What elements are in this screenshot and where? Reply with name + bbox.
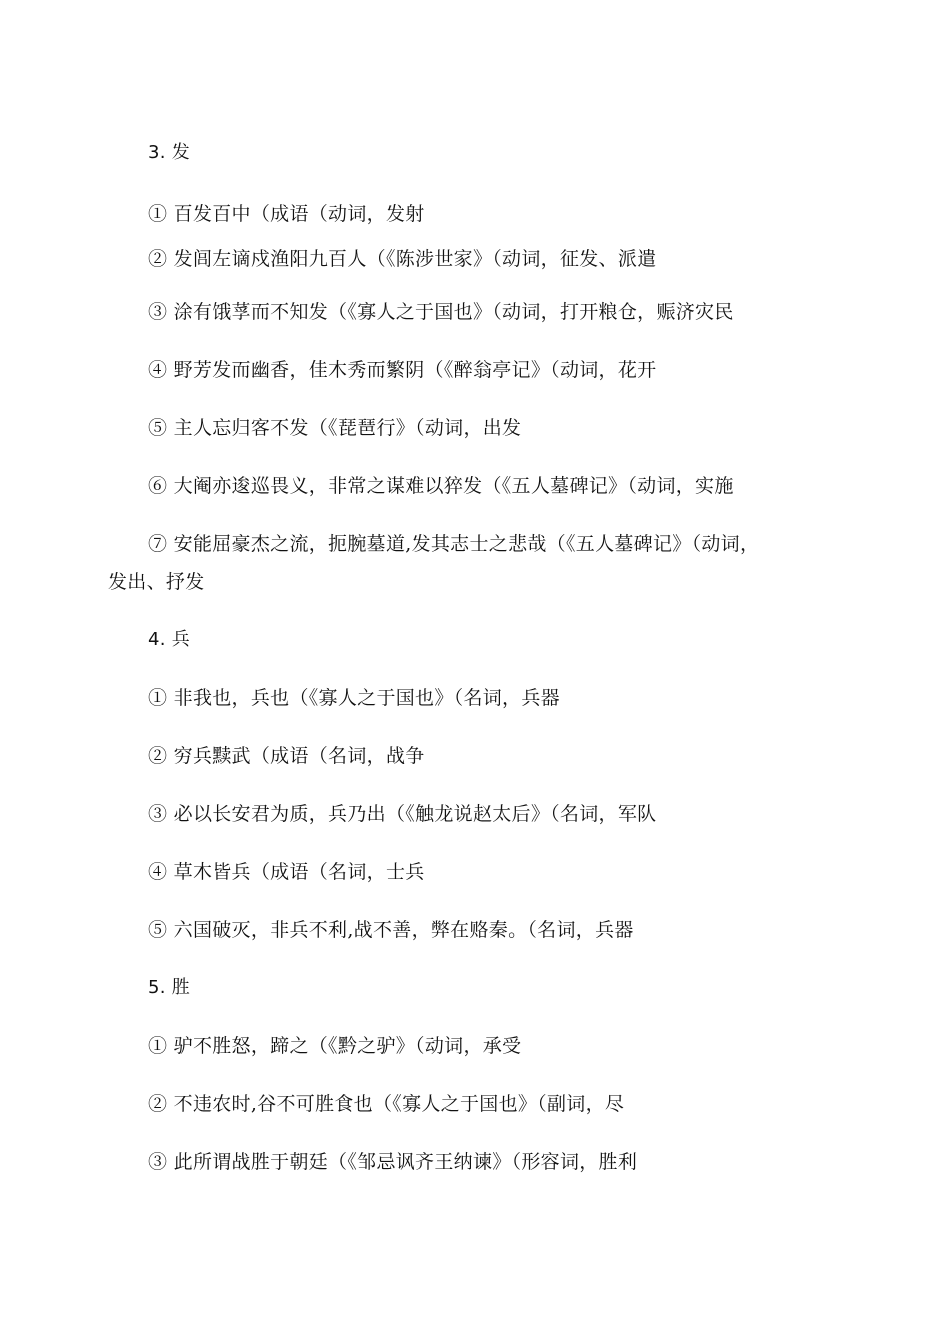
list-item: ⑤ 六国破灭，非兵不利,战不善，弊在赂秦。（名词，兵器 (148, 919, 634, 941)
list-item: ④ 野芳发而幽香，佳木秀而繁阴（《醉翁亭记》（动词，花开 (148, 359, 657, 381)
section-heading-fa: 3. 发 (148, 142, 191, 163)
list-item: ① 百发百中（成语（动词，发射 (148, 203, 425, 225)
section-heading-bing: 4. 兵 (148, 629, 191, 650)
list-item: ⑤ 主人忘归客不发（《琵琶行》（动词，出发 (148, 417, 522, 439)
list-item: ④ 草木皆兵（成语（名词，士兵 (148, 861, 425, 883)
list-item: ③ 此所谓战胜于朝廷（《邹忌讽齐王纳谏》（形容词，胜利 (148, 1151, 638, 1173)
list-item: ③ 涂有饿莩而不知发（《寡人之于国也》（动词，打开粮仓，赈济灾民 (148, 301, 734, 323)
list-item: ① 非我也，兵也（《寡人之于国也》（名词，兵器 (148, 687, 560, 709)
list-item: ① 驴不胜怒，蹄之（《黔之驴》（动词，承受 (148, 1035, 522, 1057)
section-heading-sheng: 5. 胜 (148, 977, 191, 998)
list-item: ⑥ 大阉亦逡巡畏义，非常之谋难以猝发（《五人墓碑记》（动词，实施 (148, 475, 734, 497)
list-item: ③ 必以长安君为质，兵乃出（《触龙说赵太后》（名词，军队 (148, 803, 657, 825)
list-item: ② 穷兵黩武（成语（名词，战争 (148, 745, 425, 767)
list-item: ② 不违农时,谷不可胜食也（《寡人之于国也》（副词，尽 (148, 1093, 625, 1115)
list-item: ⑦ 安能屈豪杰之流，扼腕墓道,发其志士之悲哉（《五人墓碑记》（动词， (148, 533, 760, 555)
list-item: ② 发闾左谪戍渔阳九百人（《陈涉世家》（动词，征发、派遣 (148, 248, 657, 270)
list-item-continuation: 发出、抒发 (108, 571, 205, 593)
